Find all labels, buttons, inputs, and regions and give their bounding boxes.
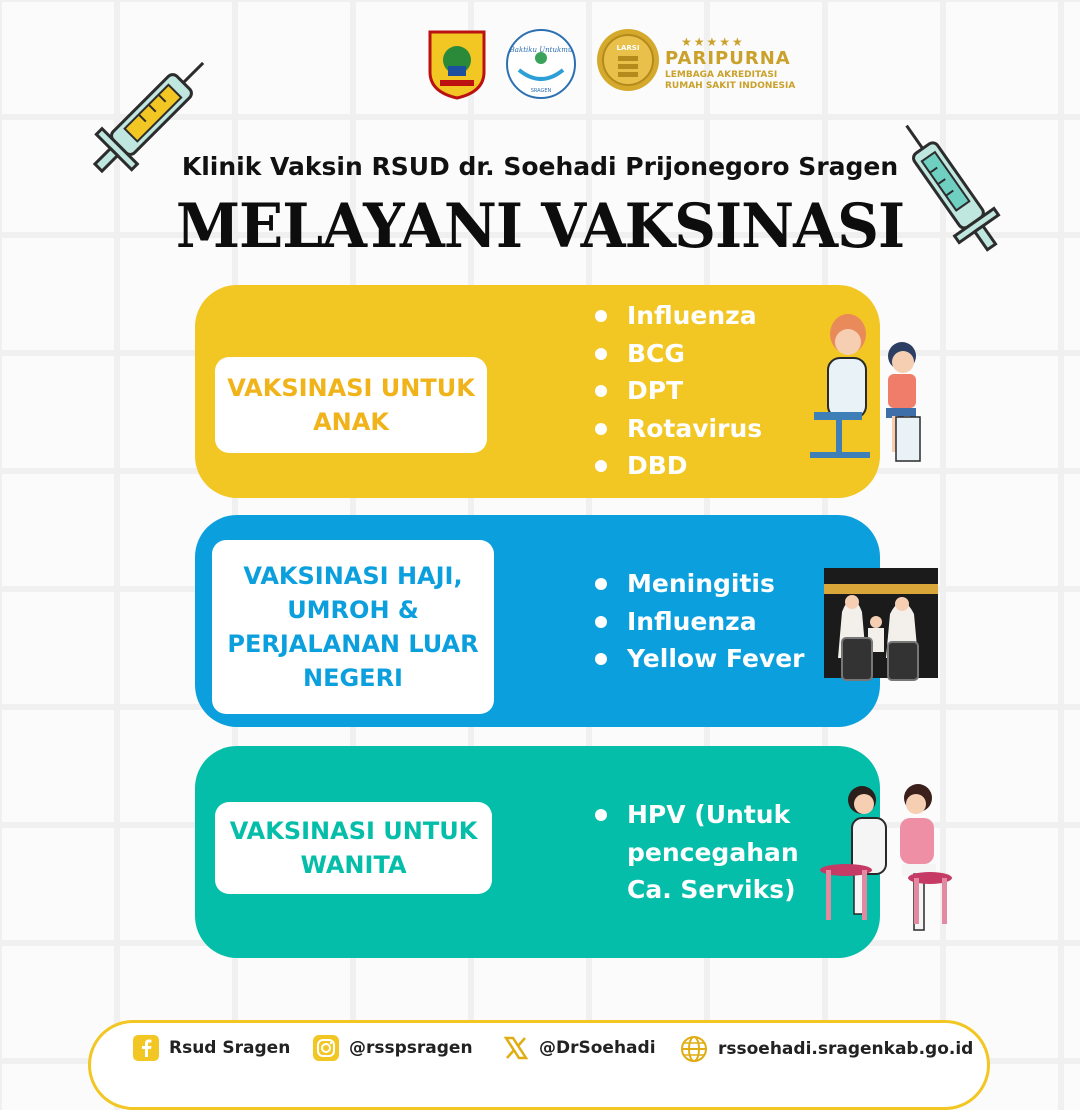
card-title-line: WANITA [300,851,407,879]
logo-sragen: SRAGEN [530,88,552,94]
logo-baktiku: Baktiku Untukmu [509,46,573,54]
card-title-line: VAKSINASI UNTUK [227,374,475,402]
card-title-line: VAKSINASI HAJI, [243,562,463,590]
card-title-line: VAKSINASI UNTUK [229,817,478,845]
card-title [215,802,492,894]
list-item: BCG [595,335,762,373]
rating-stars: ★★★★★ [681,35,745,49]
pilgrims-kaaba-illustration [820,562,942,684]
larsi-text: LARSI [616,44,640,52]
nurse-patient-illustration [818,778,953,943]
clinic-subtitle: Klinik Vaksin RSUD dr. Soehadi Prijonegoro Sragen [181,152,899,181]
card-title-line: NEGERI [303,664,403,692]
card-title-line: ANAK [313,408,389,436]
regency-emblem-logo [428,30,486,100]
list-item: Rotavirus [595,410,762,448]
x-label: @DrSoehadi [539,1038,656,1058]
vaccine-list [595,565,804,678]
facebook-label: Rsud Sragen [169,1038,291,1058]
list-item: Ca. Serviks) [627,875,796,904]
card-title-line: PERJALANAN LUAR [227,630,479,658]
card-women-vaccination [195,746,880,958]
paripurna-badge [665,36,805,92]
website-label: rssoehadi.sragenkab.go.id [718,1039,974,1059]
hospital-logo [505,28,577,100]
list-item: HPV (Untuk [595,796,799,834]
card-child-vaccination [195,285,880,498]
list-item: Influenza [595,297,762,335]
list-item: Influenza [595,603,804,641]
card-title [212,540,494,714]
card-title [215,357,487,453]
list-item: pencegahan [627,837,799,867]
vaccine-list [595,297,762,485]
card-travel-vaccination [195,515,880,727]
paripurna-title: PARIPURNA [665,48,791,69]
footer-bar [88,1020,990,1110]
list-item: DBD [595,447,762,485]
list-item: DPT [595,372,762,410]
card-title-line: UMROH & [287,596,419,624]
list-item: Meningitis [595,565,804,603]
instagram-label: @rsspsragen [349,1038,473,1058]
logo-bar [0,24,1080,104]
website-link[interactable] [680,1035,973,1063]
instagram-link[interactable] [313,1035,473,1061]
paripurna-line3: RUMAH SAKIT INDONESIA [665,81,796,91]
doctor-child-illustration [800,312,930,467]
paripurna-line2: LEMBAGA AKREDITASI [665,70,778,80]
page-title: MELAYANI VAKSINASI [175,190,905,262]
vaccine-list [595,796,799,909]
list-item: Yellow Fever [595,640,804,678]
x-link[interactable] [503,1035,656,1061]
globe-icon [680,1035,708,1063]
instagram-icon [313,1035,339,1061]
facebook-icon [133,1035,159,1061]
facebook-link[interactable] [133,1035,290,1061]
x-icon [503,1035,529,1061]
larsi-logo [596,28,660,92]
